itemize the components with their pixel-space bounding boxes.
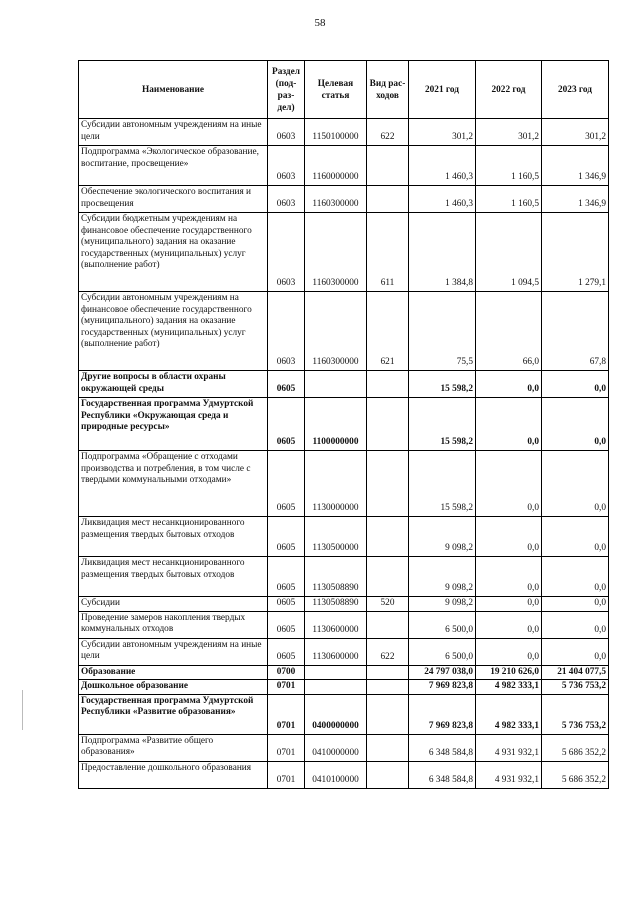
row-expense-type — [367, 186, 409, 213]
page-number: 58 — [314, 17, 326, 29]
row-section: 0701 — [268, 734, 305, 761]
row-2023: 1 279,1 — [542, 213, 609, 292]
row-name: Субсидии автономным учреждениям на иные цели — [79, 119, 268, 146]
row-target — [305, 371, 367, 398]
row-2021: 1 460,3 — [409, 146, 476, 186]
table-row — [79, 611, 609, 638]
row-section: 0700 — [268, 665, 305, 680]
row-2021: 301,2 — [409, 119, 476, 146]
header-section: Раздел (под- раз- дел) — [268, 61, 305, 119]
row-target: 1160300000 — [305, 213, 367, 292]
row-section: 0603 — [268, 186, 305, 213]
row-target: 0410000000 — [305, 734, 367, 761]
row-section: 0603 — [268, 119, 305, 146]
row-2023: 21 404 077,5 — [542, 665, 609, 680]
row-name: Субсидии автономным учреждениям на иные цели — [79, 638, 268, 665]
row-2022: 4 982 333,1 — [476, 680, 542, 695]
row-2021: 15 598,2 — [409, 398, 476, 451]
row-expense-type — [367, 680, 409, 695]
row-name: Субсидии — [79, 597, 268, 612]
row-2021: 24 797 038,0 — [409, 665, 476, 680]
row-2022: 0,0 — [476, 611, 542, 638]
row-section: 0701 — [268, 694, 305, 734]
row-name: Проведение замеров накопления твердых коммунальных отходов — [79, 611, 268, 638]
row-2023: 5 686 352,2 — [542, 761, 609, 788]
row-target: 1150100000 — [305, 119, 367, 146]
row-section: 0605 — [268, 597, 305, 612]
row-name: Образование — [79, 665, 268, 680]
row-expense-type: 622 — [367, 119, 409, 146]
row-2022: 301,2 — [476, 119, 542, 146]
row-name: Государственная программа Удмуртской Республики «Развитие образования» — [79, 694, 268, 734]
row-name: Субсидии бюджетным учреждениям на финансовое обеспечение государственного (муниципального) задания на оказание государственных (муниципальных) услуг (выполнение работ) — [79, 213, 268, 292]
row-2023: 0,0 — [542, 398, 609, 451]
table-row — [79, 517, 609, 557]
table-row — [79, 451, 609, 517]
row-section: 0701 — [268, 680, 305, 695]
row-2022: 1 094,5 — [476, 213, 542, 292]
table-row — [79, 638, 609, 665]
row-2022: 0,0 — [476, 557, 542, 597]
table-row — [79, 665, 609, 680]
row-2021: 6 500,0 — [409, 611, 476, 638]
table-row — [79, 597, 609, 612]
row-2022: 4 931 932,1 — [476, 761, 542, 788]
row-2023: 0,0 — [542, 517, 609, 557]
table-row — [79, 186, 609, 213]
row-2022: 0,0 — [476, 451, 542, 517]
row-name: Субсидии автономным учреждениям на финансовое обеспечение государственного (муниципального) задания на оказание государственных (муниципальных) услуг (выполнение работ) — [79, 292, 268, 371]
row-expense-type — [367, 371, 409, 398]
row-target: 1130600000 — [305, 638, 367, 665]
row-2022: 0,0 — [476, 517, 542, 557]
row-target: 1130500000 — [305, 517, 367, 557]
row-2021: 1 460,3 — [409, 186, 476, 213]
row-expense-type — [367, 665, 409, 680]
row-section: 0605 — [268, 557, 305, 597]
row-2023: 0,0 — [542, 597, 609, 612]
row-target: 1130508890 — [305, 597, 367, 612]
row-section: 0701 — [268, 761, 305, 788]
row-target: 1160000000 — [305, 146, 367, 186]
row-name: Государственная программа Удмуртской Республики «Окружающая среда и природные ресурсы» — [79, 398, 268, 451]
row-2021: 7 969 823,8 — [409, 694, 476, 734]
row-target — [305, 665, 367, 680]
row-name: Ликвидация мест несанкционированного размещения твердых бытовых отходов — [79, 517, 268, 557]
table-row — [79, 119, 609, 146]
row-expense-type: 621 — [367, 292, 409, 371]
row-name: Дошкольное образование — [79, 680, 268, 695]
table-row — [79, 146, 609, 186]
table-row — [79, 557, 609, 597]
row-target: 1160300000 — [305, 292, 367, 371]
row-2021: 15 598,2 — [409, 451, 476, 517]
row-section: 0603 — [268, 292, 305, 371]
row-section: 0605 — [268, 517, 305, 557]
row-2022: 66,0 — [476, 292, 542, 371]
table-row — [79, 734, 609, 761]
row-2021: 9 098,2 — [409, 557, 476, 597]
row-expense-type — [367, 734, 409, 761]
row-expense-type — [367, 694, 409, 734]
row-target: 1160300000 — [305, 186, 367, 213]
row-2022: 19 210 626,0 — [476, 665, 542, 680]
row-2023: 0,0 — [542, 371, 609, 398]
row-expense-type: 520 — [367, 597, 409, 612]
row-2023: 301,2 — [542, 119, 609, 146]
header-target: Целевая статья — [305, 61, 367, 119]
header-2021: 2021 год — [409, 61, 476, 119]
row-target: 0410100000 — [305, 761, 367, 788]
row-2023: 0,0 — [542, 451, 609, 517]
table-body — [79, 119, 609, 789]
row-2023: 0,0 — [542, 557, 609, 597]
row-section: 0603 — [268, 146, 305, 186]
row-2021: 7 969 823,8 — [409, 680, 476, 695]
row-2022: 1 160,5 — [476, 146, 542, 186]
row-name: Другие вопросы в области охраны окружающей среды — [79, 371, 268, 398]
row-expense-type — [367, 517, 409, 557]
row-2021: 9 098,2 — [409, 517, 476, 557]
row-2023: 0,0 — [542, 638, 609, 665]
row-2021: 6 500,0 — [409, 638, 476, 665]
header-2022: 2022 год — [476, 61, 542, 119]
header-name: Наименование — [79, 61, 268, 119]
budget-table — [78, 60, 609, 789]
row-name: Подпрограмма «Развитие общего образования» — [79, 734, 268, 761]
row-2021: 6 348 584,8 — [409, 734, 476, 761]
table-row — [79, 371, 609, 398]
row-expense-type — [367, 557, 409, 597]
row-section: 0603 — [268, 213, 305, 292]
row-section: 0605 — [268, 451, 305, 517]
row-2023: 1 346,9 — [542, 146, 609, 186]
table-header-row — [79, 61, 609, 119]
row-section: 0605 — [268, 611, 305, 638]
row-2021: 6 348 584,8 — [409, 761, 476, 788]
row-2022: 0,0 — [476, 371, 542, 398]
row-2021: 1 384,8 — [409, 213, 476, 292]
row-name: Ликвидация мест несанкционированного размещения твердых бытовых отходов — [79, 557, 268, 597]
row-name: Подпрограмма «Экологическое образование, воспитание, просвещение» — [79, 146, 268, 186]
row-2023: 0,0 — [542, 611, 609, 638]
row-expense-type: 622 — [367, 638, 409, 665]
row-target: 1130600000 — [305, 611, 367, 638]
row-section: 0605 — [268, 371, 305, 398]
table-row — [79, 680, 609, 695]
row-2022: 1 160,5 — [476, 186, 542, 213]
row-2022: 0,0 — [476, 398, 542, 451]
row-2021: 9 098,2 — [409, 597, 476, 612]
row-expense-type — [367, 761, 409, 788]
row-2022: 0,0 — [476, 638, 542, 665]
row-target: 1130508890 — [305, 557, 367, 597]
row-2022: 4 931 932,1 — [476, 734, 542, 761]
row-2022: 4 982 333,1 — [476, 694, 542, 734]
row-expense-type — [367, 451, 409, 517]
row-name: Подпрограмма «Обращение с отходами производства и потребления, в том числе с твердыми коммунальными отходами» — [79, 451, 268, 517]
row-expense-type — [367, 398, 409, 451]
row-2021: 75,5 — [409, 292, 476, 371]
row-expense-type — [367, 146, 409, 186]
row-target: 0400000000 — [305, 694, 367, 734]
header-expense-type: Вид рас- ходов — [367, 61, 409, 119]
table-row — [79, 292, 609, 371]
row-section: 0605 — [268, 398, 305, 451]
table-row — [79, 694, 609, 734]
header-2023: 2023 год — [542, 61, 609, 119]
margin-mark — [22, 690, 23, 730]
row-expense-type — [367, 611, 409, 638]
row-2021: 15 598,2 — [409, 371, 476, 398]
table-row — [79, 398, 609, 451]
row-2023: 1 346,9 — [542, 186, 609, 213]
row-name: Обеспечение экологического воспитания и просвещения — [79, 186, 268, 213]
row-name: Предоставление дошкольного образования — [79, 761, 268, 788]
row-2023: 5 686 352,2 — [542, 734, 609, 761]
row-target — [305, 680, 367, 695]
row-target: 1130000000 — [305, 451, 367, 517]
row-2022: 0,0 — [476, 597, 542, 612]
table-row — [79, 761, 609, 788]
row-2023: 5 736 753,2 — [542, 680, 609, 695]
row-target: 1100000000 — [305, 398, 367, 451]
table-row — [79, 213, 609, 292]
row-2023: 5 736 753,2 — [542, 694, 609, 734]
row-2023: 67,8 — [542, 292, 609, 371]
row-section: 0605 — [268, 638, 305, 665]
row-expense-type: 611 — [367, 213, 409, 292]
